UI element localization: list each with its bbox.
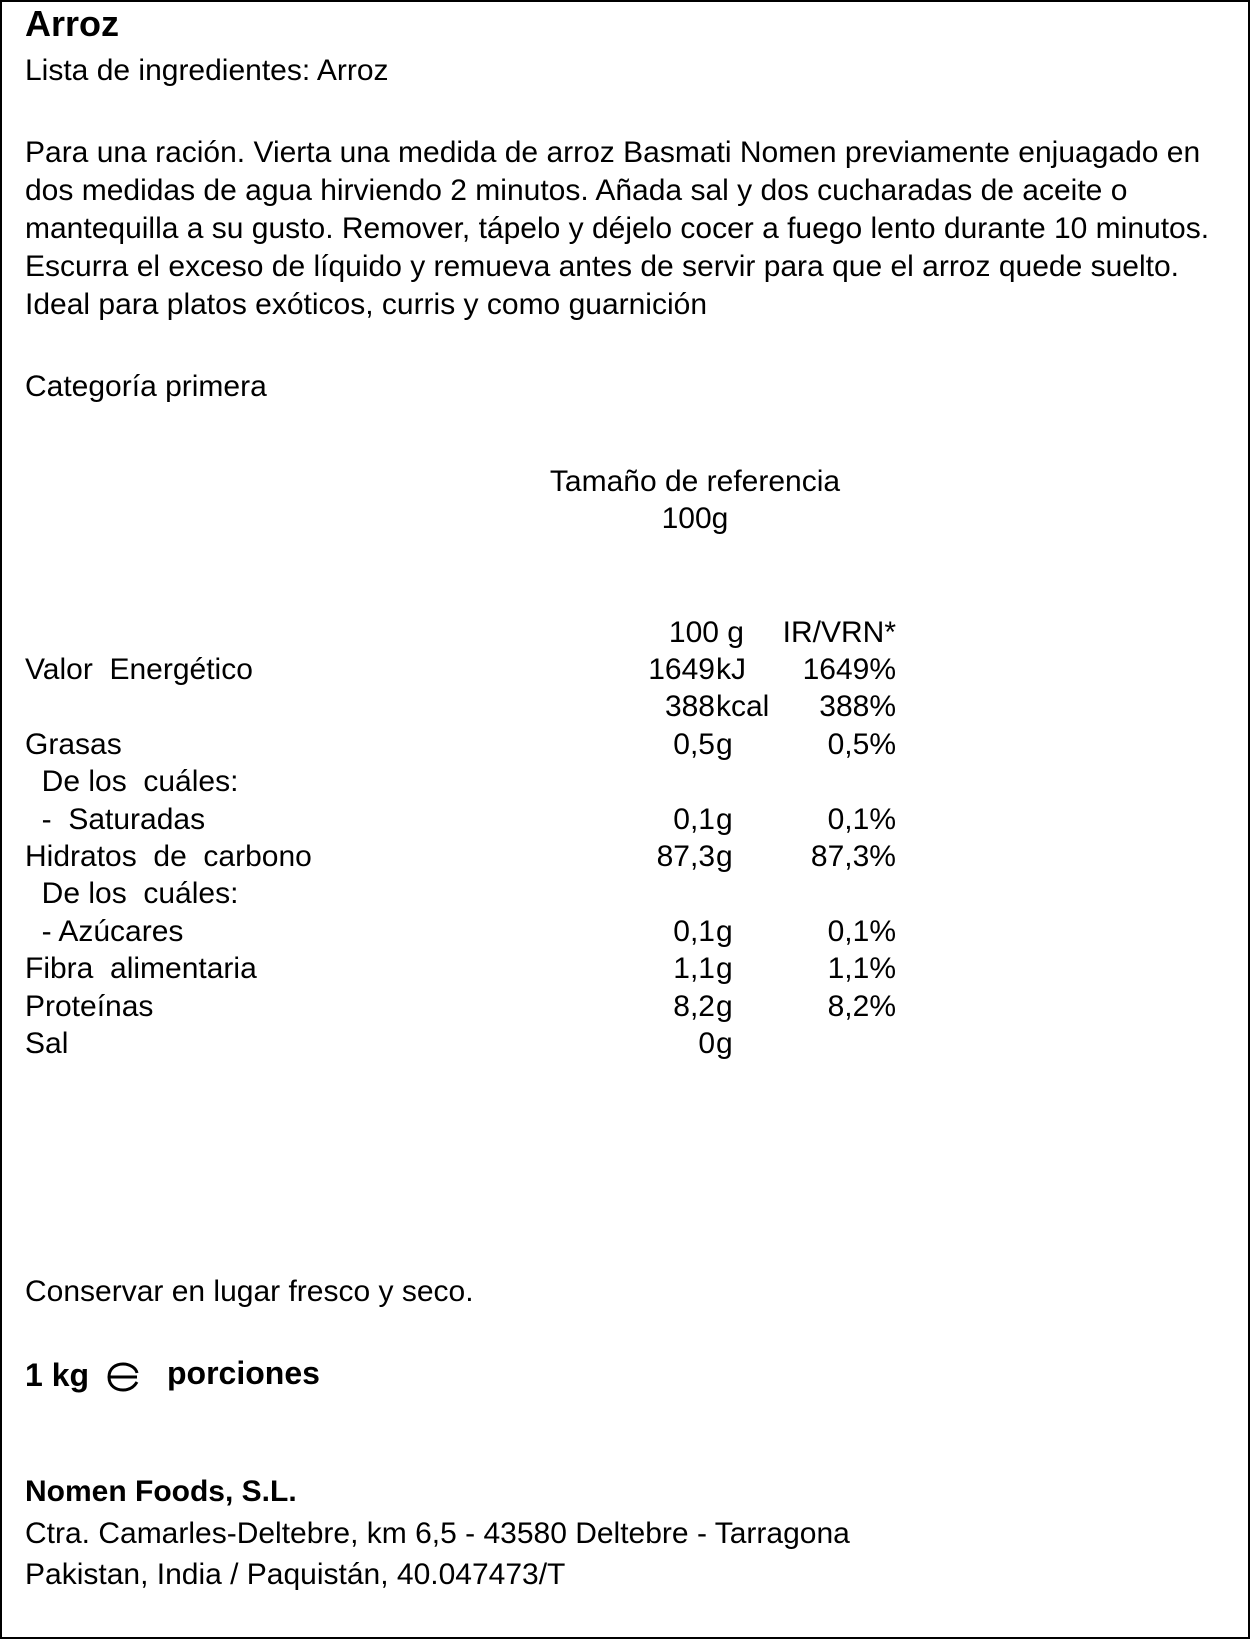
nutrient-ir-percentage: 1,1%: [827, 952, 896, 985]
nutrient-amount: 1,1: [673, 952, 715, 985]
nutrient-amount: 1649: [648, 653, 715, 686]
nutrient-unit: kJ: [716, 653, 746, 686]
nutrient-ir-percentage: 0,1%: [827, 915, 896, 948]
nutrient-name: - Azúcares: [25, 915, 184, 948]
nutrient-amount: 0,5: [673, 728, 715, 761]
nutrient-ir-percentage: 0,1%: [827, 803, 896, 836]
net-weight: 1 kg: [25, 1357, 90, 1393]
nutrient-ir-percentage: 388%: [819, 690, 896, 723]
nutrition-header-100g: 100 g: [668, 616, 744, 649]
nutrient-name: - Saturadas: [25, 803, 206, 836]
category: Categoría primera: [25, 370, 267, 403]
nutrient-name: Sal: [25, 1027, 69, 1060]
storage-instructions: Conservar en lugar fresco y seco.: [25, 1275, 474, 1308]
nutrient-name: Grasas: [25, 728, 122, 761]
nutrient-amount: 0: [698, 1027, 715, 1060]
portions-label: porciones: [167, 1355, 320, 1391]
ingredients-list: Lista de ingredientes: Arroz: [25, 54, 389, 87]
nutrient-unit: g: [716, 952, 733, 985]
company-address: Ctra. Camarles-Deltebre, km 6,5 - 43580 Deltebre - Tarragona: [25, 1517, 850, 1550]
reference-size-label: Tamaño de referencia: [549, 465, 841, 498]
nutrient-name: De los cuáles:: [25, 765, 239, 798]
nutrient-ir-percentage: 0,5%: [827, 728, 896, 761]
nutrient-unit: g: [716, 803, 733, 836]
nutrient-unit: g: [716, 840, 733, 873]
product-title: Arroz: [25, 3, 120, 44]
nutrient-unit: g: [716, 1027, 733, 1060]
nutrient-amount: 0,1: [673, 915, 715, 948]
nutrient-amount: 0,1: [673, 803, 715, 836]
nutrient-name: Valor Energético: [25, 653, 253, 686]
nutrient-amount: 388: [664, 690, 715, 723]
nutrient-unit: g: [716, 915, 733, 948]
nutrient-amount: 8,2: [673, 990, 715, 1023]
nutrient-unit: kcal: [716, 690, 770, 723]
nutrient-amount: 87,3: [656, 840, 715, 873]
nutrition-header-ir: IR/VRN*: [782, 616, 896, 649]
reference-size-value: 100g: [661, 502, 729, 535]
estimated-sign-icon: [106, 1360, 140, 1394]
preparation-instructions: Para una ración. Vierta una medida de arroz Basmati Nomen previamente enjuagado en dos medidas de agua hirviendo 2 minutos. Añada sal y dos cucharadas de aceite o mantequilla a su gusto. Remover, tápelo y déjelo cocer a fuego lento durante 10 minutos. Escurra el exceso de líquido y remueva antes de servir para que el arroz quede suelto. Ideal para platos exóticos, curris y como guarnición: [25, 136, 1210, 321]
nutrient-ir-percentage: 8,2%: [827, 990, 896, 1023]
nutrient-ir-percentage: 87,3%: [810, 840, 896, 873]
nutrient-name: De los cuáles:: [25, 877, 239, 910]
nutrient-name: Hidratos de carbono: [25, 840, 312, 873]
nutrient-unit: g: [716, 990, 733, 1023]
nutrient-ir-percentage: 1649%: [802, 653, 896, 686]
nutrient-name: Fibra alimentaria: [25, 952, 257, 985]
nutrient-unit: g: [716, 728, 733, 761]
company-name: Nomen Foods, S.L.: [25, 1475, 297, 1508]
nutrient-name: Proteínas: [25, 990, 154, 1023]
product-origin: Pakistan, India / Paquistán, 40.047473/T: [25, 1558, 566, 1591]
